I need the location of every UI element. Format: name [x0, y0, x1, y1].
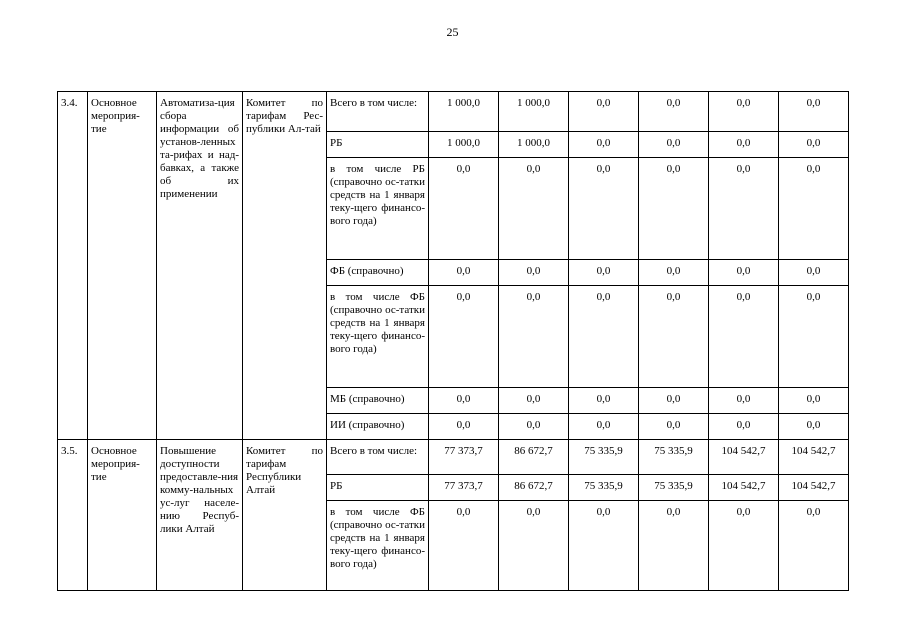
funding-value: 0,0 [639, 158, 709, 260]
funding-value: 0,0 [569, 414, 639, 440]
funding-value: 75 335,9 [639, 475, 709, 501]
funding-value: 104 542,7 [709, 440, 779, 475]
funding-category: в том числе ФБ (справочно ос-татки средств на 1 января теку-щего финансо-вого года) [327, 501, 429, 591]
funding-value: 0,0 [499, 260, 569, 286]
funding-value: 1 000,0 [429, 132, 499, 158]
funding-value: 0,0 [639, 260, 709, 286]
funding-value: 0,0 [429, 501, 499, 591]
funding-value: 0,0 [779, 158, 849, 260]
table-body [58, 92, 849, 591]
table-row [58, 92, 849, 132]
funding-value: 0,0 [639, 132, 709, 158]
funding-category: ИИ (справочно) [327, 414, 429, 440]
funding-value: 0,0 [709, 501, 779, 591]
item-number: 3.4. [58, 92, 88, 440]
funding-value: 0,0 [639, 501, 709, 591]
funding-value: 0,0 [779, 132, 849, 158]
funding-value: 0,0 [639, 286, 709, 388]
funding-value: 77 373,7 [429, 475, 499, 501]
funding-value: 0,0 [709, 414, 779, 440]
funding-value: 0,0 [499, 158, 569, 260]
funding-value: 0,0 [569, 501, 639, 591]
funding-value: 0,0 [429, 158, 499, 260]
funding-category: РБ [327, 132, 429, 158]
funding-value: 0,0 [779, 414, 849, 440]
funding-value: 0,0 [499, 388, 569, 414]
funding-value: 104 542,7 [709, 475, 779, 501]
funding-value: 1 000,0 [429, 92, 499, 132]
item-name: Повышение доступности предоставле-ния комму-нальных ус-луг населе-нию Респуб-лики Алтай [157, 440, 243, 591]
funding-category: Всего в том числе: [327, 92, 429, 132]
funding-value: 0,0 [709, 158, 779, 260]
funding-value: 86 672,7 [499, 475, 569, 501]
funding-value: 104 542,7 [779, 475, 849, 501]
funding-value: 0,0 [779, 388, 849, 414]
item-responsible: Комитет по тарифам Рес-публики Ал-тай [243, 92, 327, 440]
funding-value: 0,0 [709, 260, 779, 286]
page-number: 25 [446, 25, 459, 39]
item-name: Автоматиза-ция сбора информации об установ-ленных та-рифах и над-бавках, а также об их применении [157, 92, 243, 440]
table-row [58, 440, 849, 475]
funding-value: 0,0 [779, 501, 849, 591]
item-number: 3.5. [58, 440, 88, 591]
funding-category: РБ [327, 475, 429, 501]
funding-value: 1 000,0 [499, 132, 569, 158]
funding-value: 0,0 [779, 260, 849, 286]
funding-value: 0,0 [639, 388, 709, 414]
funding-value: 0,0 [709, 92, 779, 132]
funding-value: 1 000,0 [499, 92, 569, 132]
funding-value: 0,0 [569, 92, 639, 132]
funding-value: 0,0 [429, 286, 499, 388]
funding-value: 77 373,7 [429, 440, 499, 475]
funding-category: ФБ (справочно) [327, 260, 429, 286]
funding-value: 0,0 [499, 414, 569, 440]
item-type: Основное мероприя-тие [88, 440, 157, 591]
funding-value: 0,0 [569, 260, 639, 286]
funding-value: 86 672,7 [499, 440, 569, 475]
funding-value: 0,0 [429, 388, 499, 414]
funding-value: 0,0 [429, 414, 499, 440]
funding-value: 0,0 [709, 286, 779, 388]
funding-value: 0,0 [499, 501, 569, 591]
funding-value: 0,0 [709, 132, 779, 158]
funding-value: 104 542,7 [779, 440, 849, 475]
funding-value: 0,0 [569, 158, 639, 260]
funding-value: 0,0 [779, 92, 849, 132]
funding-value: 0,0 [499, 286, 569, 388]
funding-value: 75 335,9 [639, 440, 709, 475]
funding-category: Всего в том числе: [327, 440, 429, 475]
funding-value: 0,0 [569, 388, 639, 414]
funding-value: 0,0 [639, 92, 709, 132]
funding-value: 0,0 [709, 388, 779, 414]
funding-value: 0,0 [569, 132, 639, 158]
funding-value: 0,0 [429, 260, 499, 286]
funding-category: МБ (справочно) [327, 388, 429, 414]
item-type: Основное мероприя-тие [88, 92, 157, 440]
funding-value: 0,0 [779, 286, 849, 388]
funding-category: в том числе ФБ (справочно ос-татки средств на 1 января теку-щего финансо-вого года) [327, 286, 429, 388]
funding-value: 0,0 [639, 414, 709, 440]
funding-value: 75 335,9 [569, 440, 639, 475]
funding-category: в том числе РБ (справочно ос-татки средств на 1 января теку-щего финансо-вого года) [327, 158, 429, 260]
budget-table [57, 91, 849, 591]
funding-value: 0,0 [569, 286, 639, 388]
funding-value: 75 335,9 [569, 475, 639, 501]
item-responsible: Комитет по тарифам Республики Алтай [243, 440, 327, 591]
